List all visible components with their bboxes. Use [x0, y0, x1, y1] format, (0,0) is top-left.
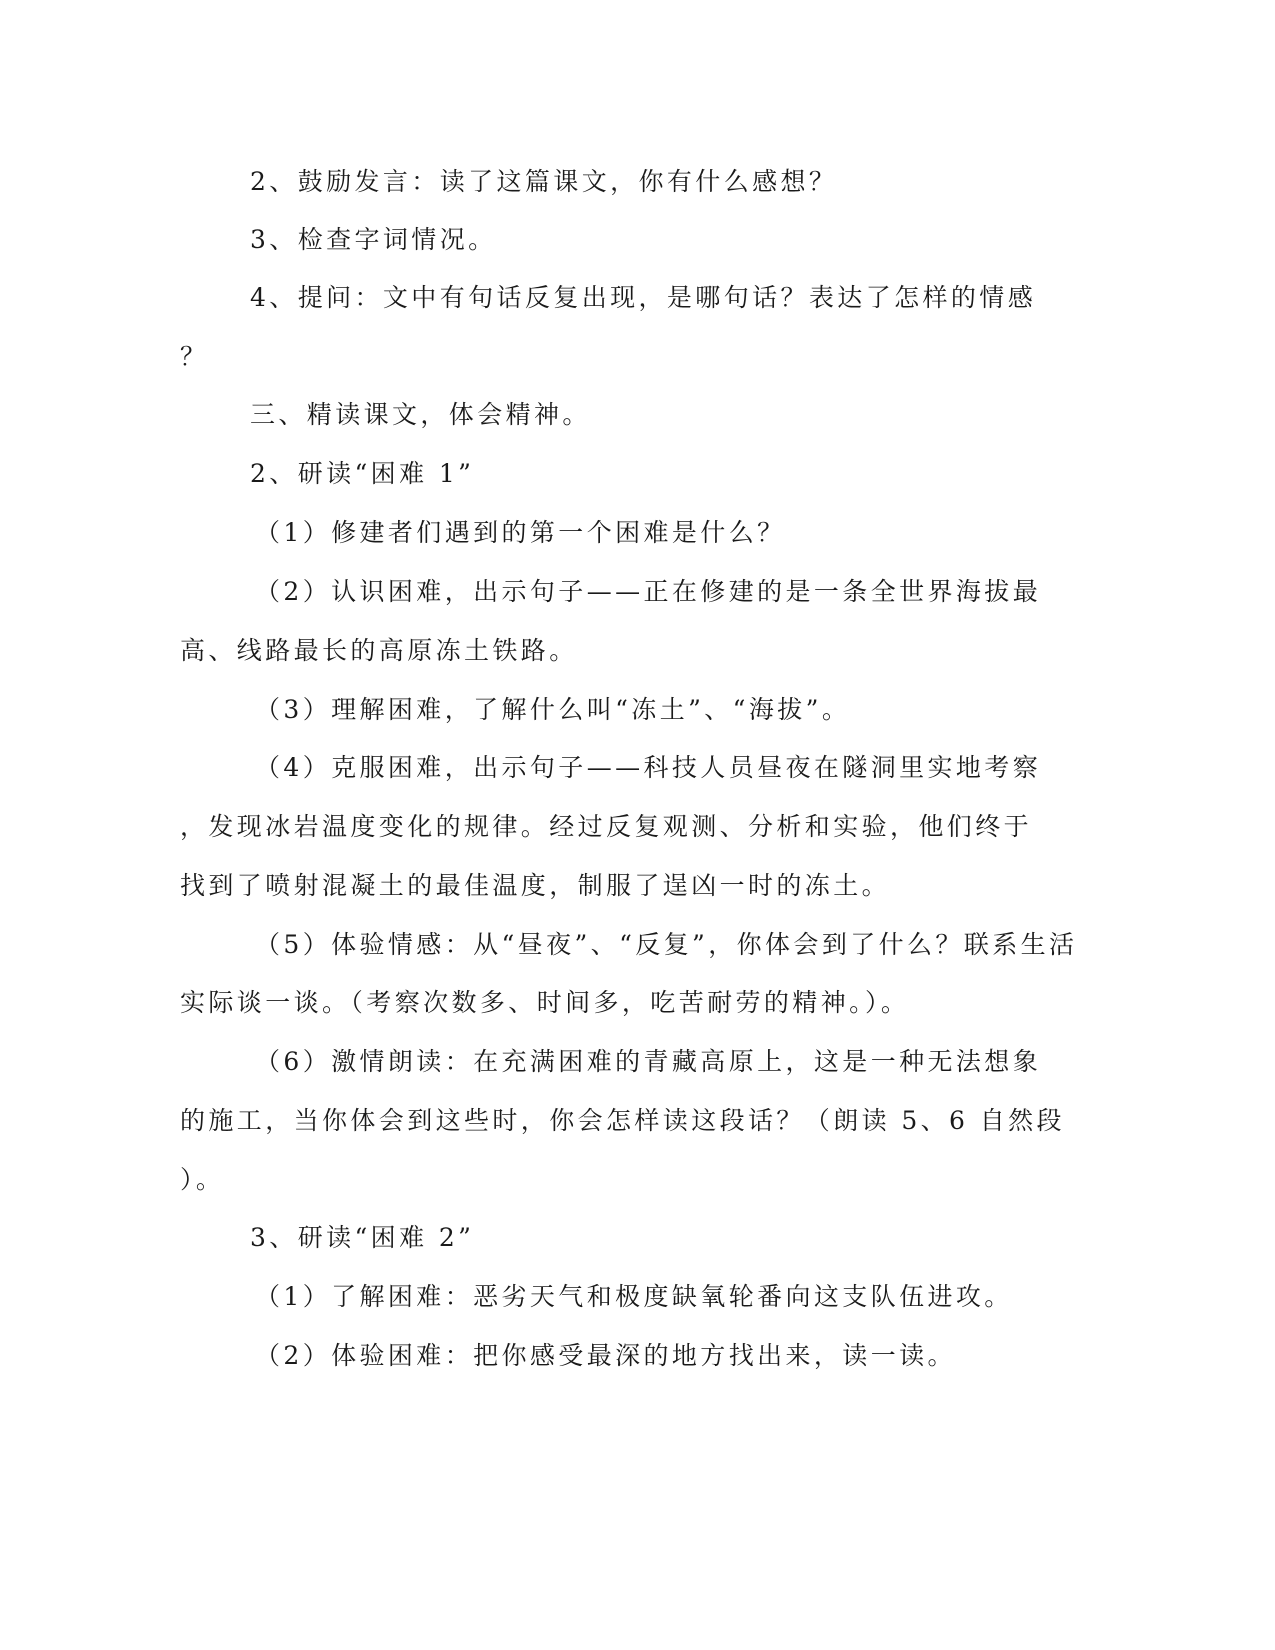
paragraph-line-1: 2、鼓励发言：读了这篇课文，你有什么感想？ — [250, 167, 838, 196]
paragraph-line-3: 4、提问：文中有句话反复出现，是哪句话？表达了怎样的情感 — [250, 283, 1037, 312]
paragraph-line-8: （3）理解困难，了解什么叫“冻土”、“海拔”。 — [255, 695, 851, 724]
paragraph-line-11: 找到了喷射混凝土的最佳温度，制服了逞凶一时的冻土。 — [180, 871, 891, 900]
paragraph-line-15: 的施工，当你体会到这些时，你会怎样读这段话？（朗读 5、6 自然段 — [180, 1106, 1065, 1135]
paragraph-line-5: （1）修建者们遇到的第一个困难是什么？ — [255, 518, 786, 547]
paragraph-line-18: （2）体验困难：把你感受最深的地方找出来，读一读。 — [255, 1341, 956, 1370]
paragraph-line-2: 3、检查字词情况。 — [250, 225, 497, 254]
paragraph-line-16: ）。 — [180, 1165, 225, 1194]
paragraph-line-7: 高、线路最长的高原冻土铁路。 — [180, 636, 578, 665]
section-heading: 三、精读课文，体会精神。 — [250, 400, 591, 429]
paragraph-line-6: （2）认识困难，出示句子——正在修建的是一条全世界海拔最 — [255, 577, 1042, 606]
subsection-heading-1: 2、研读“困难 1” — [250, 459, 475, 488]
paragraph-line-10: ，发现冰岩温度变化的规律。经过反复观测、分析和实验，他们终于 — [180, 812, 1033, 841]
paragraph-line-14: （6）激情朗读：在充满困难的青藏高原上，这是一种无法想象 — [255, 1047, 1042, 1076]
paragraph-line-17: （1）了解困难：恶劣天气和极度缺氧轮番向这支队伍进攻。 — [255, 1282, 1013, 1311]
paragraph-line-9: （4）克服困难，出示句子——科技人员昼夜在隧洞里实地考察 — [255, 753, 1042, 782]
subsection-heading-2: 3、研读“困难 2” — [250, 1223, 475, 1252]
paragraph-line-4: ？ — [180, 342, 209, 371]
paragraph-line-12: （5）体验情感：从“昼夜”、“反复”，你体会到了什么？联系生活 — [255, 930, 1078, 959]
paragraph-line-13: 实际谈一谈。（考察次数多、时间多，吃苦耐劳的精神。）。 — [180, 988, 910, 1017]
